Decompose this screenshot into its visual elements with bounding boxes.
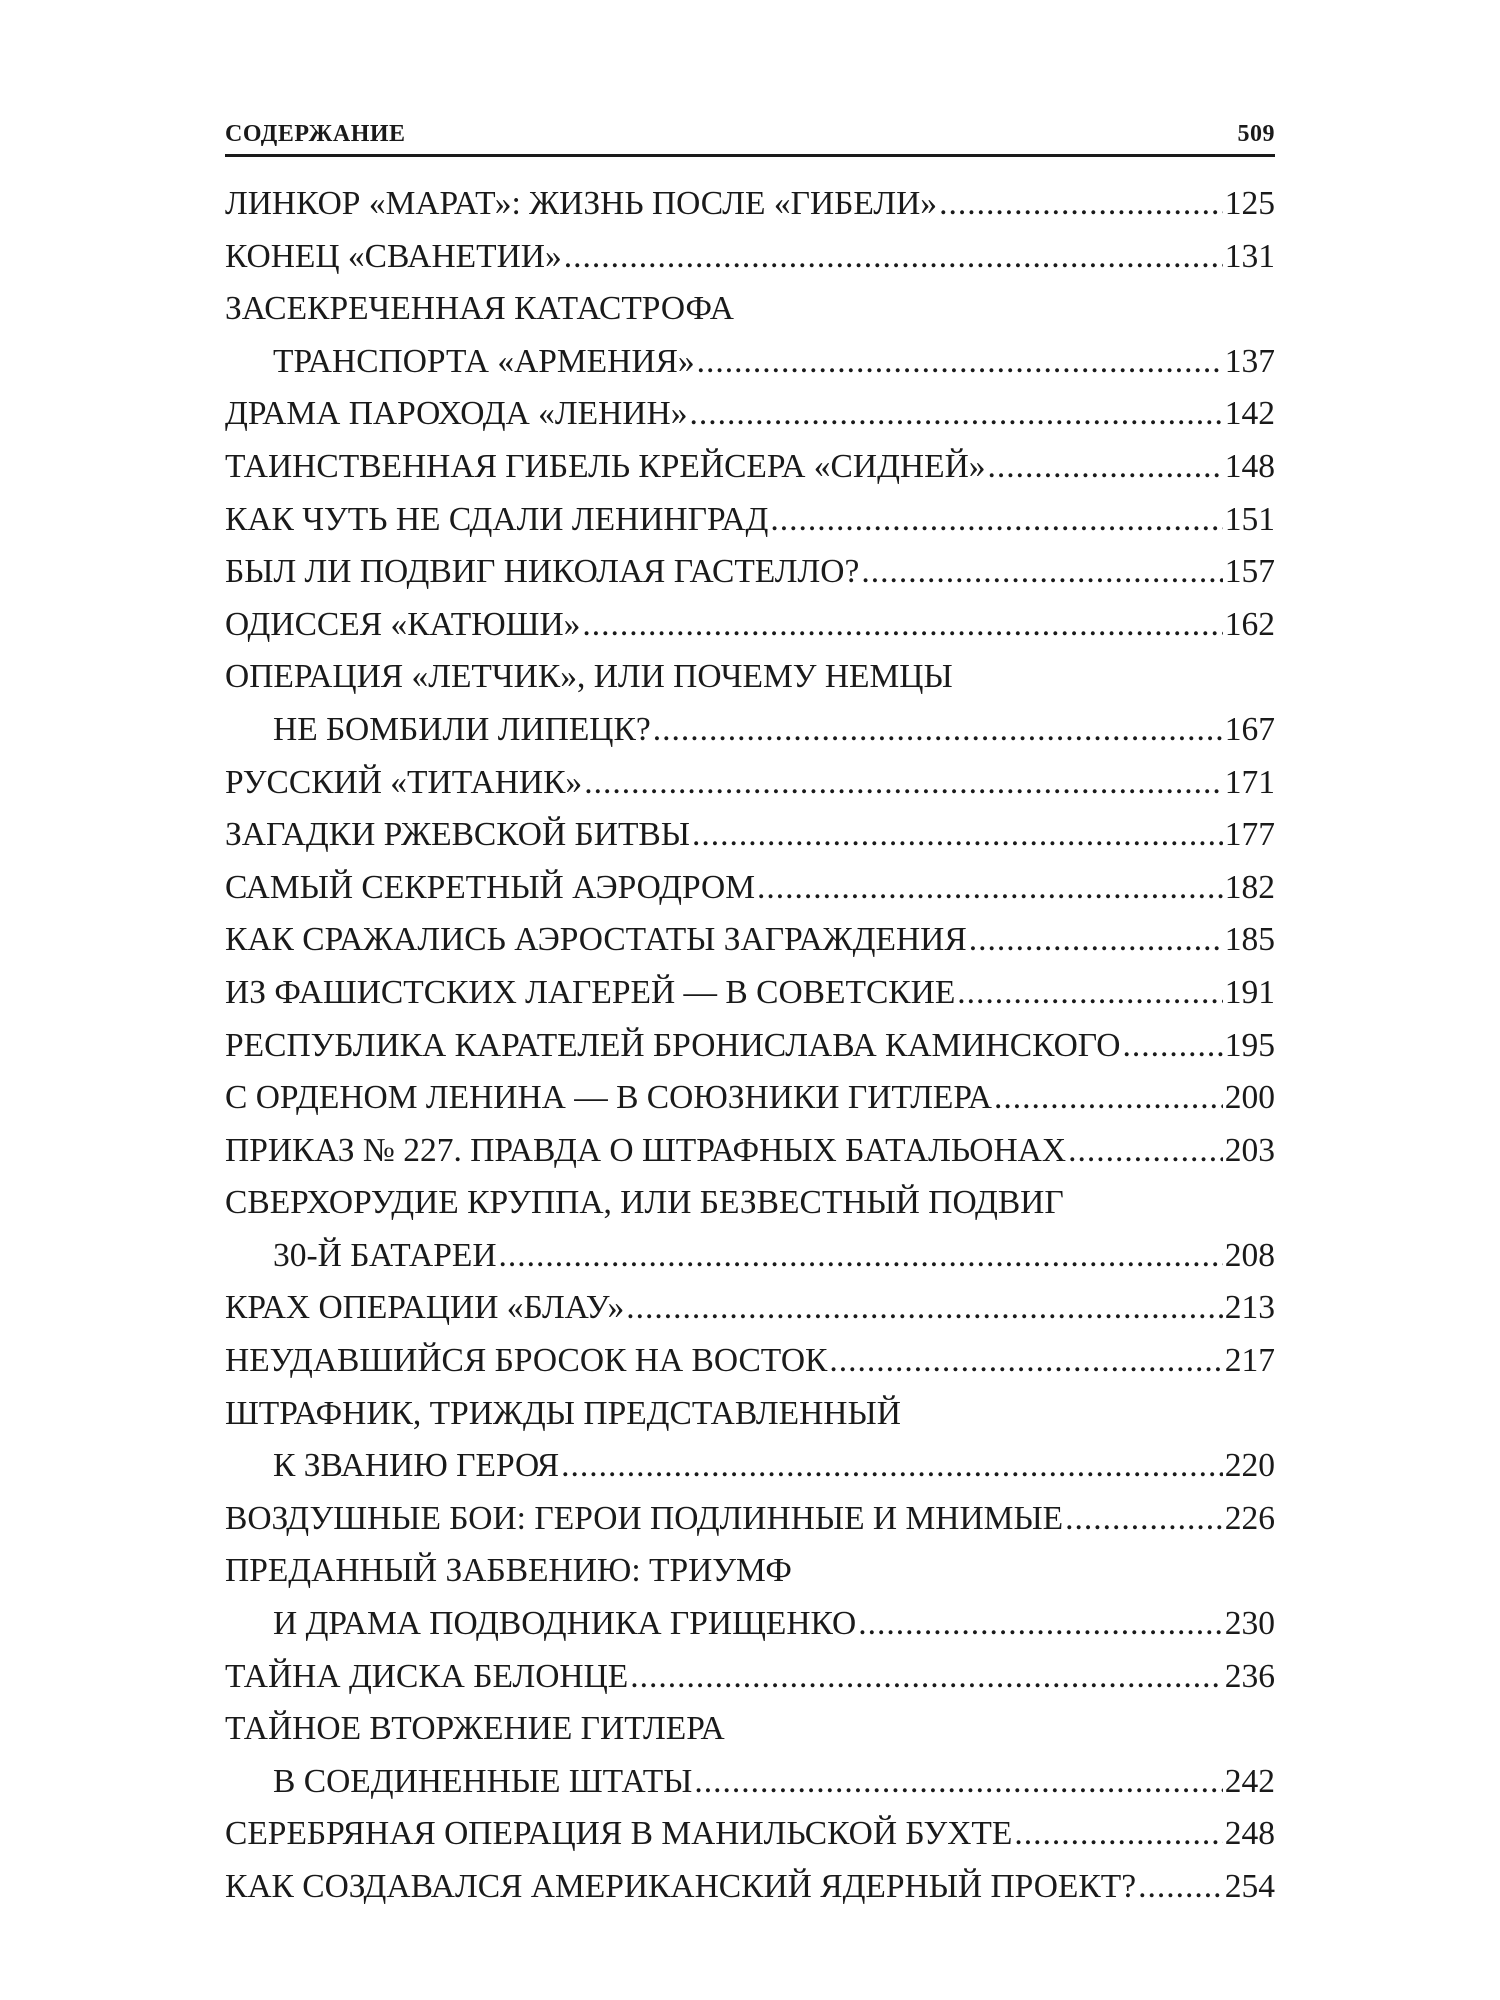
toc-entry-line xyxy=(225,809,1275,862)
dot-leader xyxy=(829,1335,1222,1388)
toc-entry xyxy=(225,809,1275,862)
toc-entry-title: РЕСПУБЛИКА КАРАТЕЛЕЙ БРОНИСЛАВА КАМИНСКОГО xyxy=(225,1026,1121,1064)
toc-entry-line xyxy=(225,914,1275,967)
toc-entry-line xyxy=(225,1861,1275,1914)
toc-entry xyxy=(225,862,1275,915)
toc-entry-line xyxy=(225,1282,1275,1335)
toc-entry-line xyxy=(225,862,1275,915)
toc-entry-page: 142 xyxy=(1224,395,1275,433)
toc-entry-page: 131 xyxy=(1224,237,1275,275)
dot-leader xyxy=(564,231,1223,284)
section-title: СОДЕРЖАНИЕ xyxy=(225,121,406,147)
toc-entry-line xyxy=(225,1493,1275,1546)
toc-entry xyxy=(225,651,1275,756)
toc-entry xyxy=(225,388,1275,441)
toc-entry-page: 230 xyxy=(1224,1605,1275,1643)
toc-entry-title: ОДИССЕЯ «КАТЮШИ» xyxy=(225,605,581,643)
header-rule xyxy=(225,154,1275,157)
dot-leader xyxy=(969,914,1223,967)
dot-leader xyxy=(1065,1493,1223,1546)
toc-entry xyxy=(225,1545,1275,1650)
toc-entry-page: 242 xyxy=(1224,1762,1275,1800)
toc-entry-page: 213 xyxy=(1224,1289,1275,1327)
dot-leader xyxy=(939,178,1223,231)
toc-entry-first-line xyxy=(225,1177,1275,1230)
toc-entry-line xyxy=(225,757,1275,810)
toc-entry xyxy=(225,967,1275,1020)
toc-entry-page: 220 xyxy=(1224,1447,1275,1485)
toc-entry-title: ТАЙНОЕ ВТОРЖЕНИЕ ГИТЛЕРА xyxy=(225,1710,725,1748)
toc-entry-page: 171 xyxy=(1224,763,1275,801)
dot-leader xyxy=(1014,1808,1222,1861)
toc-entry-line xyxy=(225,1125,1275,1178)
toc-entry-page: 182 xyxy=(1224,868,1275,906)
toc-entry-page: 248 xyxy=(1224,1815,1275,1853)
toc-entry-title-continuation: ТРАНСПОРТА «АРМЕНИЯ» xyxy=(273,342,695,380)
dot-leader xyxy=(630,1651,1222,1704)
toc-entry-title: ЗАСЕКРЕЧЕННАЯ КАТАСТРОФА xyxy=(225,290,734,328)
toc-entry xyxy=(225,283,1275,388)
dot-leader xyxy=(689,388,1222,441)
toc-entry-page: 208 xyxy=(1224,1236,1275,1274)
toc-entry-page: 162 xyxy=(1224,605,1275,643)
toc-entry xyxy=(225,441,1275,494)
toc-entry xyxy=(225,1493,1275,1546)
toc-entry-line xyxy=(225,1072,1275,1125)
dot-leader xyxy=(584,757,1223,810)
toc-entry-page: 217 xyxy=(1224,1342,1275,1380)
toc-entry xyxy=(225,178,1275,231)
toc-entry xyxy=(225,599,1275,652)
toc-entry-page: 195 xyxy=(1224,1026,1275,1064)
toc-entry xyxy=(225,1072,1275,1125)
dot-leader xyxy=(858,1598,1223,1651)
toc-entry-line xyxy=(225,494,1275,547)
dot-leader xyxy=(1068,1125,1223,1178)
toc-entry-title: СЕРЕБРЯНАЯ ОПЕРАЦИЯ В МАНИЛЬСКОЙ БУХТЕ xyxy=(225,1815,1013,1853)
dot-leader xyxy=(1138,1861,1223,1914)
toc-entry xyxy=(225,1388,1275,1493)
toc-entry xyxy=(225,1808,1275,1861)
toc-entry xyxy=(225,1861,1275,1914)
toc-entry-line xyxy=(225,1335,1275,1388)
toc-entry-title: РУССКИЙ «ТИТАНИК» xyxy=(225,763,583,801)
toc-entry-line xyxy=(225,388,1275,441)
toc-entry-first-line xyxy=(225,651,1275,704)
toc-entry-title: КАК ЧУТЬ НЕ СДАЛИ ЛЕНИНГРАД xyxy=(225,500,769,538)
toc-entry-page: 236 xyxy=(1224,1657,1275,1695)
toc-entry-line xyxy=(225,599,1275,652)
dot-leader xyxy=(582,599,1222,652)
toc-entry-title-continuation: 30-Й БАТАРЕИ xyxy=(273,1236,497,1274)
toc-entry-title: ТАЙНА ДИСКА БЕЛОНЦЕ xyxy=(225,1657,629,1695)
toc-entry-page: 148 xyxy=(1224,447,1275,485)
toc-entry-line xyxy=(225,967,1275,1020)
toc-entry-page: 185 xyxy=(1224,921,1275,959)
toc-entry-line xyxy=(225,178,1275,231)
toc-entry xyxy=(225,1335,1275,1388)
toc-entry-title: ПРЕДАННЫЙ ЗАБВЕНИЮ: ТРИУМФ xyxy=(225,1552,792,1590)
running-head xyxy=(225,114,1275,148)
toc-entry xyxy=(225,1177,1275,1282)
dot-leader xyxy=(1123,1020,1223,1073)
toc-entry-continuation-line xyxy=(225,1598,1275,1651)
toc-entry-title: ОПЕРАЦИЯ «ЛЕТЧИК», ИЛИ ПОЧЕМУ НЕМЦЫ xyxy=(225,658,953,696)
toc-entry-continuation-line xyxy=(225,1440,1275,1493)
toc-entry-continuation-line xyxy=(225,1756,1275,1809)
dot-leader xyxy=(757,862,1223,915)
dot-leader xyxy=(626,1282,1222,1335)
toc-entry xyxy=(225,1703,1275,1808)
toc-entry xyxy=(225,1282,1275,1335)
page-number: 509 xyxy=(1237,121,1275,147)
dot-leader xyxy=(988,441,1223,494)
dot-leader xyxy=(861,546,1222,599)
toc-entry xyxy=(225,1125,1275,1178)
toc-entry-page: 157 xyxy=(1224,553,1275,591)
toc-entry-line xyxy=(225,441,1275,494)
toc-entry-title: КАК СОЗДАВАЛСЯ АМЕРИКАНСКИЙ ЯДЕРНЫЙ ПРОЕКТ? xyxy=(225,1868,1137,1905)
toc-entry-first-line xyxy=(225,283,1275,336)
toc-entry xyxy=(225,546,1275,599)
toc-entry-page: 177 xyxy=(1224,816,1275,854)
toc-entry-title: БЫЛ ЛИ ПОДВИГ НИКОЛАЯ ГАСТЕЛЛО? xyxy=(225,553,860,591)
toc-entry-line xyxy=(225,546,1275,599)
dot-leader xyxy=(694,1756,1222,1809)
toc-entry-title: ВОЗДУШНЫЕ БОИ: ГЕРОИ ПОДЛИННЫЕ И МНИМЫЕ xyxy=(225,1499,1064,1537)
dot-leader xyxy=(994,1072,1223,1125)
toc-entry-title: КАК СРАЖАЛИСЬ АЭРОСТАТЫ ЗАГРАЖДЕНИЯ xyxy=(225,921,967,959)
toc-entry-line xyxy=(225,231,1275,284)
toc-entry-page: 226 xyxy=(1224,1499,1275,1537)
toc-entry xyxy=(225,494,1275,547)
dot-leader xyxy=(697,336,1223,389)
toc-entry-page: 137 xyxy=(1224,342,1275,380)
toc-entry xyxy=(225,757,1275,810)
toc-entry-title: КОНЕЦ «СВАНЕТИИ» xyxy=(225,237,562,275)
toc-entry-title-continuation: В СОЕДИНЕННЫЕ ШТАТЫ xyxy=(273,1762,693,1800)
toc-entry-title: ЗАГАДКИ РЖЕВСКОЙ БИТВЫ xyxy=(225,816,690,854)
toc-entry xyxy=(225,231,1275,284)
toc-entry-page: 125 xyxy=(1224,185,1275,222)
toc-entry xyxy=(225,1651,1275,1704)
toc-entry-title-continuation: К ЗВАНИЮ ГЕРОЯ xyxy=(273,1447,560,1485)
toc-entry-title: ЛИНКОР «МАРАТ»: ЖИЗНЬ ПОСЛЕ «ГИБЕЛИ» xyxy=(225,185,938,222)
toc-entry-title: НЕУДАВШИЙСЯ БРОСОК НА ВОСТОК xyxy=(225,1342,828,1380)
toc-entry-first-line xyxy=(225,1703,1275,1756)
toc-entry-page: 203 xyxy=(1224,1131,1275,1169)
toc-entry-page: 167 xyxy=(1224,710,1275,748)
dot-leader xyxy=(692,809,1223,862)
dot-leader xyxy=(957,967,1222,1020)
toc-entry-line xyxy=(225,1020,1275,1073)
toc-entry-title: С ОРДЕНОМ ЛЕНИНА — В СОЮЗНИКИ ГИТЛЕРА xyxy=(225,1079,992,1117)
dot-leader xyxy=(561,1440,1223,1493)
toc-entry-first-line xyxy=(225,1388,1275,1441)
dot-leader xyxy=(770,494,1222,547)
toc-entry-page: 151 xyxy=(1224,500,1275,538)
toc-entry-line xyxy=(225,1651,1275,1704)
toc-entry-title: ДРАМА ПАРОХОДА «ЛЕНИН» xyxy=(225,395,688,433)
toc-entry-title: ТАИНСТВЕННАЯ ГИБЕЛЬ КРЕЙСЕРА «СИДНЕЙ» xyxy=(225,447,986,485)
toc-entry-page: 200 xyxy=(1224,1079,1275,1117)
toc-entry-continuation-line xyxy=(225,704,1275,757)
dot-leader xyxy=(653,704,1223,757)
toc-entry-continuation-line xyxy=(225,336,1275,389)
toc-entry xyxy=(225,914,1275,967)
toc-entry-continuation-line xyxy=(225,1230,1275,1283)
table-of-contents xyxy=(225,178,1275,1914)
dot-leader xyxy=(499,1230,1223,1283)
toc-entry-page: 191 xyxy=(1224,973,1275,1011)
toc-entry-title-continuation: НЕ БОМБИЛИ ЛИПЕЦК? xyxy=(273,710,651,748)
toc-entry-title: ШТРАФНИК, ТРИЖДЫ ПРЕДСТАВЛЕННЫЙ xyxy=(225,1394,901,1432)
toc-entry-title: КРАХ ОПЕРАЦИИ «БЛАУ» xyxy=(225,1289,625,1327)
toc-entry-title: ПРИКАЗ № 227. ПРАВДА О ШТРАФНЫХ БАТАЛЬОНАХ xyxy=(225,1131,1067,1169)
toc-entry-title-continuation: И ДРАМА ПОДВОДНИКА ГРИЩЕНКО xyxy=(273,1605,857,1643)
toc-entry-title: ИЗ ФАШИСТСКИХ ЛАГЕРЕЙ — В СОВЕТСКИЕ xyxy=(225,973,956,1011)
toc-entry-line xyxy=(225,1808,1275,1861)
toc-entry-title: САМЫЙ СЕКРЕТНЫЙ АЭРОДРОМ xyxy=(225,868,756,906)
toc-entry xyxy=(225,1020,1275,1073)
toc-entry-title: СВЕРХОРУДИЕ КРУППА, ИЛИ БЕЗВЕСТНЫЙ ПОДВИГ xyxy=(225,1184,1064,1222)
toc-entry-page: 254 xyxy=(1224,1868,1275,1905)
toc-entry-first-line xyxy=(225,1545,1275,1598)
